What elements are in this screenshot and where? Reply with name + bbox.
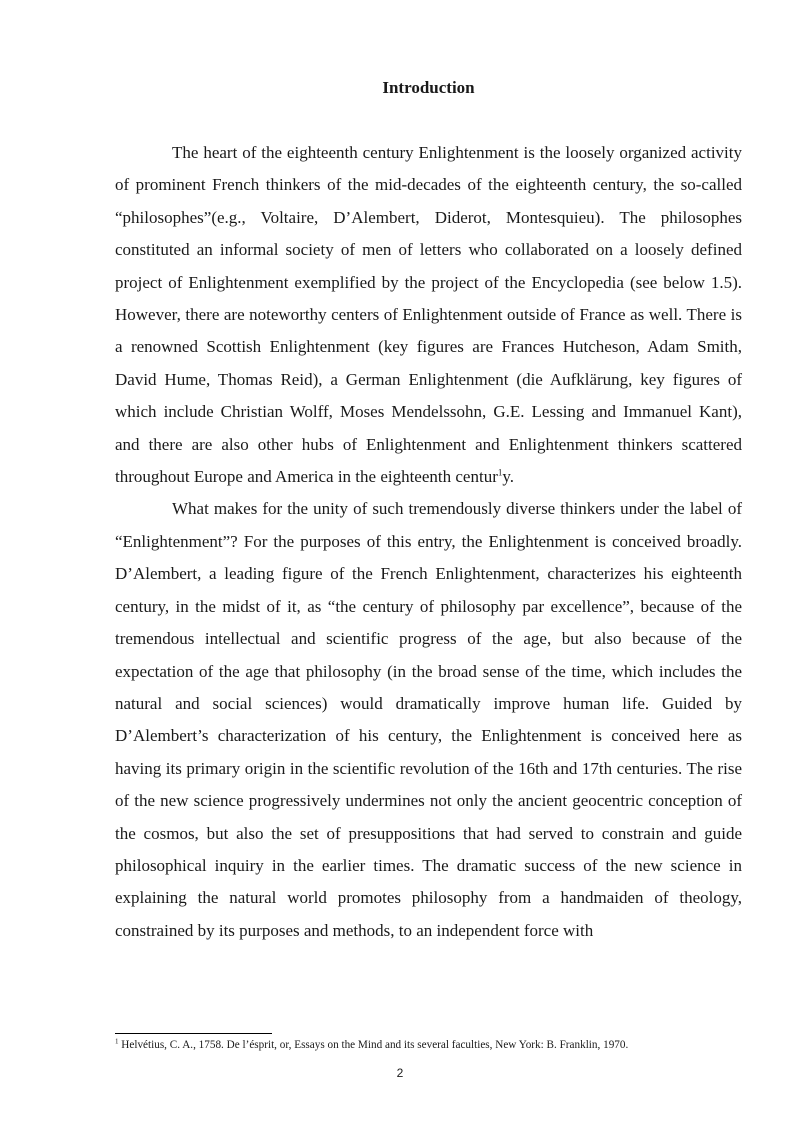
paragraph-1-text: The heart of the eighteenth century Enlightenment is the loosely organized activity of prominent French thinkers of the mid-decades of the eighteenth century, the so-called “philosophes”(e.g., Voltaire, D’Alembert, Diderot, Montesquieu). The philosophes constituted an informal society of men of letters who collaborated on a loosely defined project of Enlightenment exemplified by the project of the Encyclopedia (see below 1.5). However, there are noteworthy centers of Enlightenment outside of France as well. There is a renowned Scottish Enlightenment (key figures are Frances Hutcheson, Adam Smith, David Hume, Thomas Reid), a German Enlightenment (die Aufklärung, key figures of which include Christian Wolff, Moses Mendelssohn, G.E. Lessing and Immanuel Kant), and there are also other hubs of Enlightenment and Enlightenment thinkers scattered throughout Europe and America in the eighteenth centur [115,143,742,487]
page-number: 2 [396,1066,404,1080]
document-page [115,72,742,947]
section-title: Introduction [382,78,475,97]
footnote-reference[interactable]: 1 [497,467,503,478]
paragraph-1 [115,137,742,493]
paragraph-1-tail: y. [502,467,515,487]
footnote-text: Helvétius, C. A., 1758. De l’ésprit, or, Essays on the Mind and its several faculties, New York: B. Franklin, 1970. [118,1039,629,1051]
footnote-separator [115,1033,272,1034]
footnote [115,1039,755,1051]
paragraph-2: What makes for the unity of such tremendously diverse thinkers under the label of “Enlightenment”? For the purposes of this entry, the Enlightenment is conceived broadly. D’Alembert, a leading figure of the French Enlightenment, characterizes his eighteenth century, in the midst of it, as “the century of philosophy par excellence”, because of the tremendous intellectual and scientific progress of the age, but also because of the expectation of the age that philosophy (in the broad sense of the time, which includes the natural and social sciences) would dramatically improve human life. Guided by D’Alembert’s characterization of his century, the Enlightenment is conceived here as having its primary origin in the scientific revolution of the 16th and 17th centuries. The rise of the new science progressively undermines not only the ancient geocentric conception of the cosmos, but also the set of presuppositions that had served to constrain and guide philosophical inquiry in the earlier times. The dramatic success of the new science in explaining the natural world promotes philosophy from a handmaiden of theology, constrained by its purposes and methods, to an independent force with [115,499,742,940]
footnote-marker: 1 [115,1037,119,1046]
